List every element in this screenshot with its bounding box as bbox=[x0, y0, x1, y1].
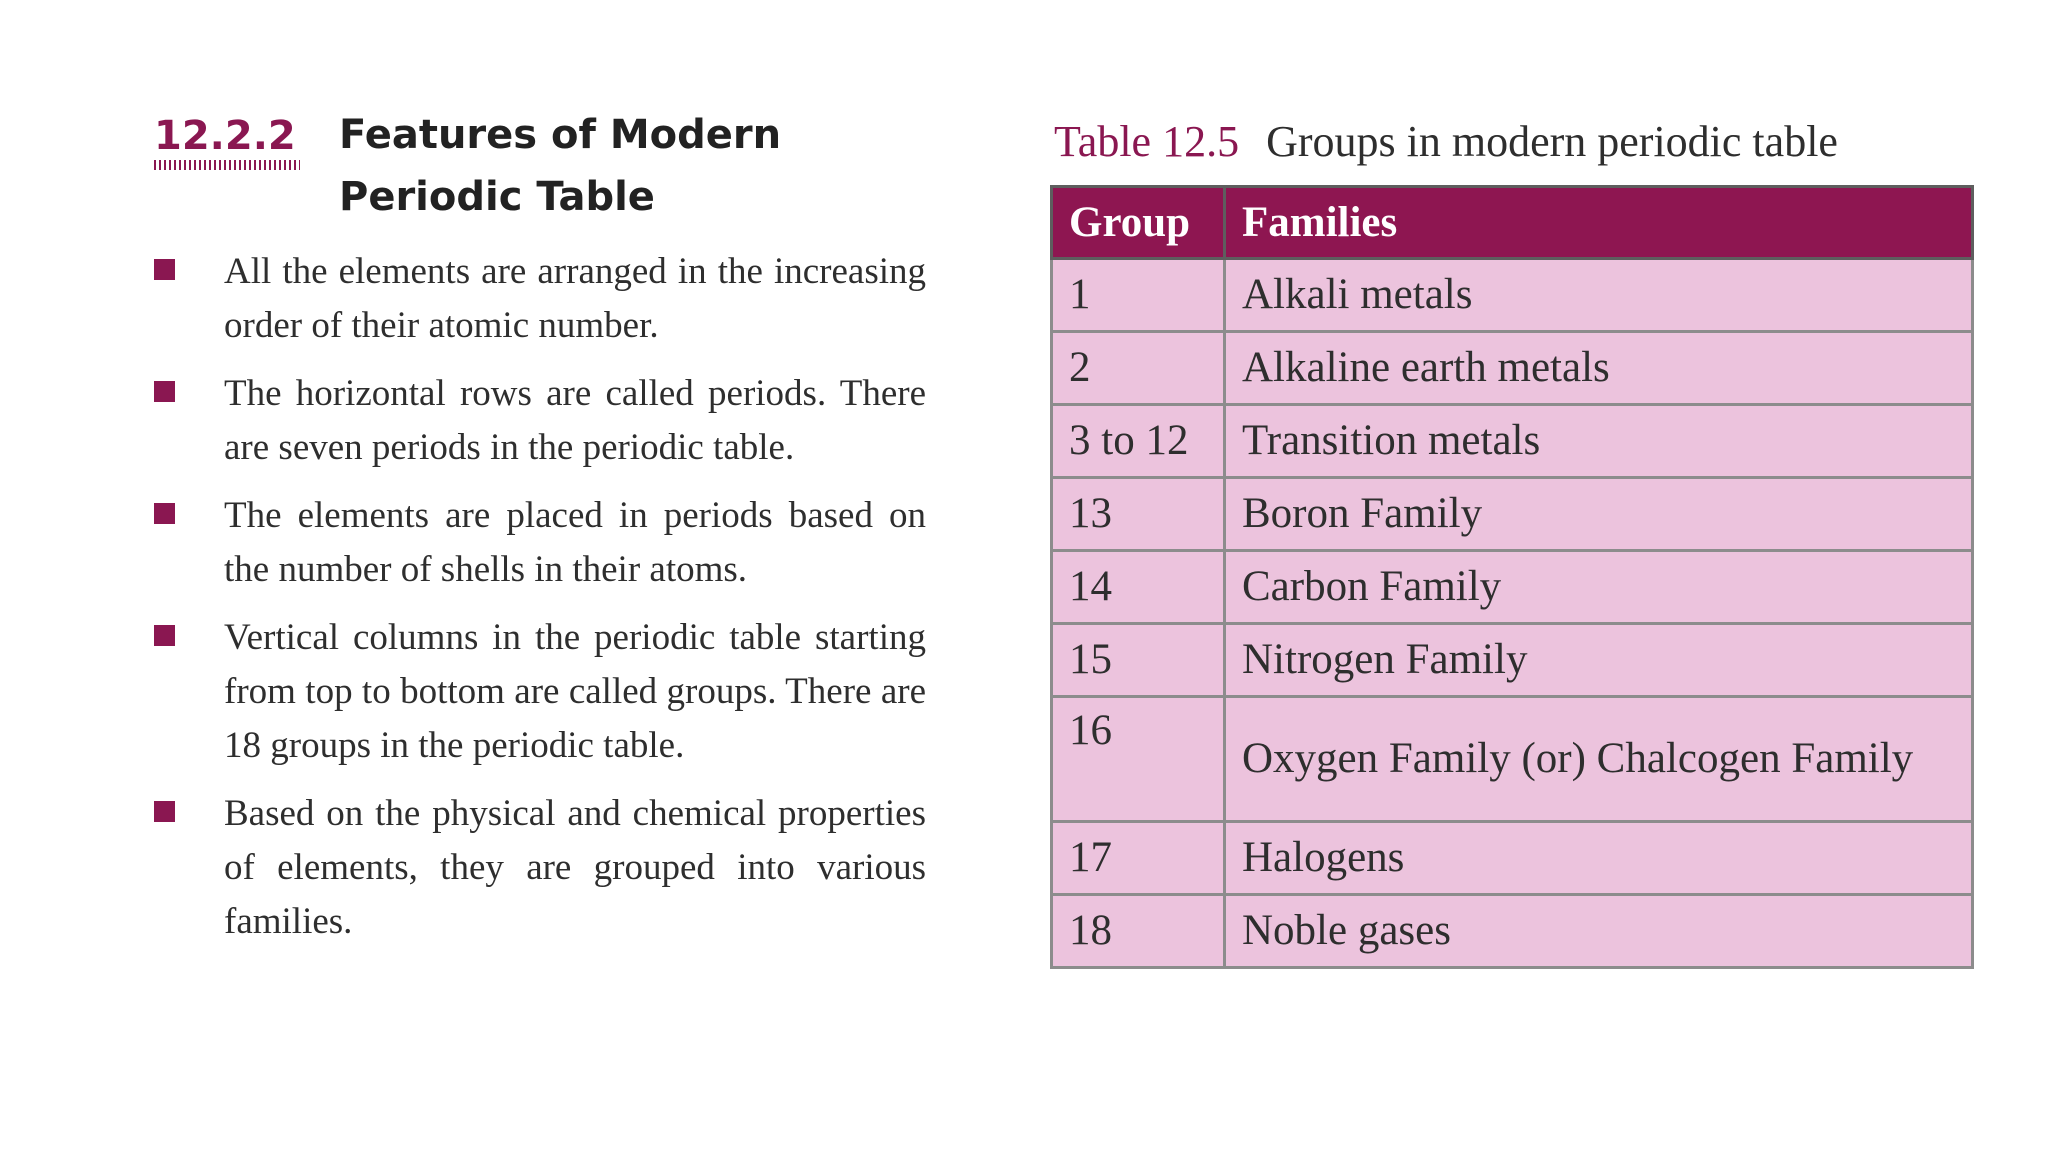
groups-table bbox=[1050, 185, 1974, 969]
table-row bbox=[1052, 551, 1973, 624]
header-group: Group bbox=[1052, 187, 1225, 259]
bullet-text: The horizontal rows are called periods. There are seven periods in the periodic table. bbox=[224, 373, 926, 468]
cell-group: 2 bbox=[1052, 332, 1225, 405]
table-row bbox=[1052, 478, 1973, 551]
bullet-square-icon bbox=[154, 801, 175, 822]
table-caption-label: Table 12.5 bbox=[1054, 117, 1240, 166]
cell-family: Boron Family bbox=[1225, 478, 1973, 551]
cell-family: Oxygen Family (or) Chalcogen Family bbox=[1225, 697, 1973, 822]
header-families: Families bbox=[1225, 187, 1973, 259]
bullet-text: Vertical columns in the periodic table starting from top to bottom are called groups. There are 18 groups in the periodic table. bbox=[224, 617, 926, 766]
cell-group: 15 bbox=[1052, 624, 1225, 697]
table-caption-text: Groups in modern periodic table bbox=[1266, 117, 1838, 166]
bullet-text: The elements are placed in periods based on the number of shells in their atoms. bbox=[224, 495, 926, 590]
list-item bbox=[154, 489, 926, 597]
bullet-text: All the elements are arranged in the increasing order of their atomic number. bbox=[224, 251, 926, 346]
cell-family: Noble gases bbox=[1225, 895, 1973, 968]
table-row bbox=[1052, 259, 1973, 332]
cell-group: 14 bbox=[1052, 551, 1225, 624]
cell-group: 16 bbox=[1052, 697, 1225, 822]
cell-group: 1 bbox=[1052, 259, 1225, 332]
cell-family: Transition metals bbox=[1225, 405, 1973, 478]
table-row bbox=[1052, 332, 1973, 405]
table-header-row bbox=[1052, 187, 1973, 259]
table-row bbox=[1052, 624, 1973, 697]
features-list bbox=[154, 245, 926, 963]
cell-group: 13 bbox=[1052, 478, 1225, 551]
bullet-square-icon bbox=[154, 381, 175, 402]
table-caption bbox=[1054, 112, 1994, 172]
cell-family: Alkali metals bbox=[1225, 259, 1973, 332]
bullet-square-icon bbox=[154, 625, 175, 646]
table-row bbox=[1052, 405, 1973, 478]
cell-group: 17 bbox=[1052, 822, 1225, 895]
cell-family: Nitrogen Family bbox=[1225, 624, 1973, 697]
cell-family: Alkaline earth metals bbox=[1225, 332, 1973, 405]
list-item bbox=[154, 787, 926, 949]
cell-family: Carbon Family bbox=[1225, 551, 1973, 624]
table-row bbox=[1052, 822, 1973, 895]
table-row bbox=[1052, 697, 1973, 822]
cell-group: 18 bbox=[1052, 895, 1225, 968]
bullet-text: Based on the physical and chemical properties of elements, they are grouped into various families. bbox=[224, 793, 926, 942]
cell-family: Halogens bbox=[1225, 822, 1973, 895]
section-title: Features of Modern Periodic Table bbox=[339, 112, 782, 220]
list-item bbox=[154, 367, 926, 475]
bullet-square-icon bbox=[154, 259, 175, 280]
list-item bbox=[154, 245, 926, 353]
section-heading bbox=[154, 104, 954, 228]
bullet-square-icon bbox=[154, 503, 175, 524]
section-number: 12.2.2 bbox=[154, 104, 339, 228]
table-row bbox=[1052, 895, 1973, 968]
cell-group: 3 to 12 bbox=[1052, 405, 1225, 478]
list-item bbox=[154, 611, 926, 773]
